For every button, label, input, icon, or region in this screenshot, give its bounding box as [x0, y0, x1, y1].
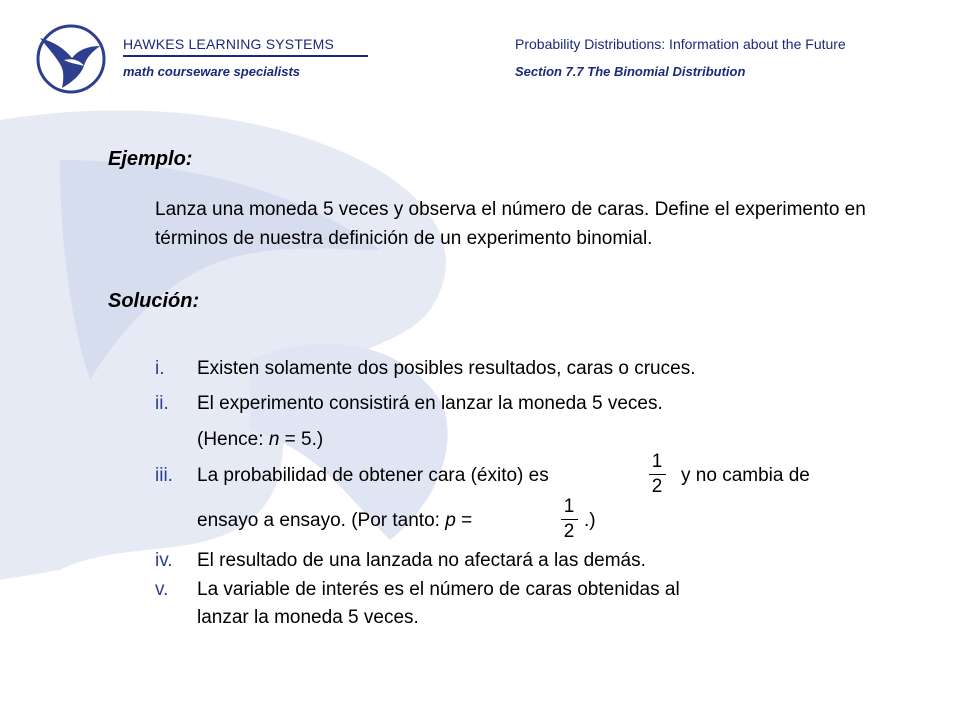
brand-name: HAWKES LEARNING SYSTEMS	[123, 36, 335, 52]
list-item-continuation: y no cambia de	[681, 465, 810, 486]
list-item	[155, 357, 695, 381]
example-text: Lanza una moneda 5 veces y observa el número de caras. Define el experimento en términos de nuestra definición de un experimento binomial.	[155, 199, 866, 249]
iii-line2-suffix: .)	[584, 510, 596, 531]
list-item-text: El resultado de una lanzada no afectará a las demás.	[197, 550, 646, 571]
list-marker: i.	[155, 358, 165, 379]
brand-tagline: math courseware specialists	[123, 64, 301, 79]
list-item-text: El experimento consistirá en lanzar la moneda 5 veces.	[197, 393, 663, 414]
fraction-numerator: 1	[563, 496, 575, 517]
iii-line2-prefix: ensayo a ensayo. (Por tanto:	[197, 510, 446, 531]
fraction-denominator: 2	[651, 476, 663, 497]
list-marker: iii.	[155, 465, 173, 486]
fraction-numerator: 1	[651, 451, 663, 472]
list-item	[155, 549, 646, 573]
fraction-bar	[649, 474, 666, 475]
list-item-text: Existen solamente dos posibles resultados, caras o cruces.	[197, 358, 696, 379]
example-heading: Ejemplo:	[108, 148, 193, 170]
iii-line2	[197, 509, 472, 533]
list-item	[155, 578, 680, 602]
brand-divider	[123, 55, 368, 57]
list-item	[155, 464, 549, 488]
variable-n: n	[268, 429, 280, 450]
fraction-bar	[561, 519, 578, 520]
hence-prefix: (Hence:	[197, 429, 269, 450]
hence-suffix: = 5.)	[279, 429, 324, 450]
solution-heading: Solución:	[108, 290, 200, 312]
course-title: Probability Distributions: Information about the Future	[515, 36, 846, 52]
eagle-logo-icon	[34, 24, 108, 94]
section-title: Section 7.7 The Binomial Distribution	[515, 64, 746, 79]
eagle-watermark-icon	[0, 100, 540, 580]
hence-line	[197, 428, 323, 452]
list-item	[155, 392, 663, 416]
variable-p: p	[445, 510, 456, 531]
fraction-one-half	[647, 451, 667, 498]
list-item-text: La probabilidad de obtener cara (éxito) es	[197, 465, 549, 486]
list-marker: ii.	[155, 393, 169, 414]
fraction-denominator: 2	[563, 521, 575, 542]
list-item-text-line2: lanzar la moneda 5 veces.	[197, 607, 419, 628]
fraction-one-half	[559, 496, 579, 543]
list-marker: iv.	[155, 550, 173, 571]
list-item-text: La variable de interés es el número de caras obtenidas al	[197, 579, 680, 600]
list-marker: v.	[155, 579, 169, 600]
equals-sign: =	[455, 510, 473, 531]
